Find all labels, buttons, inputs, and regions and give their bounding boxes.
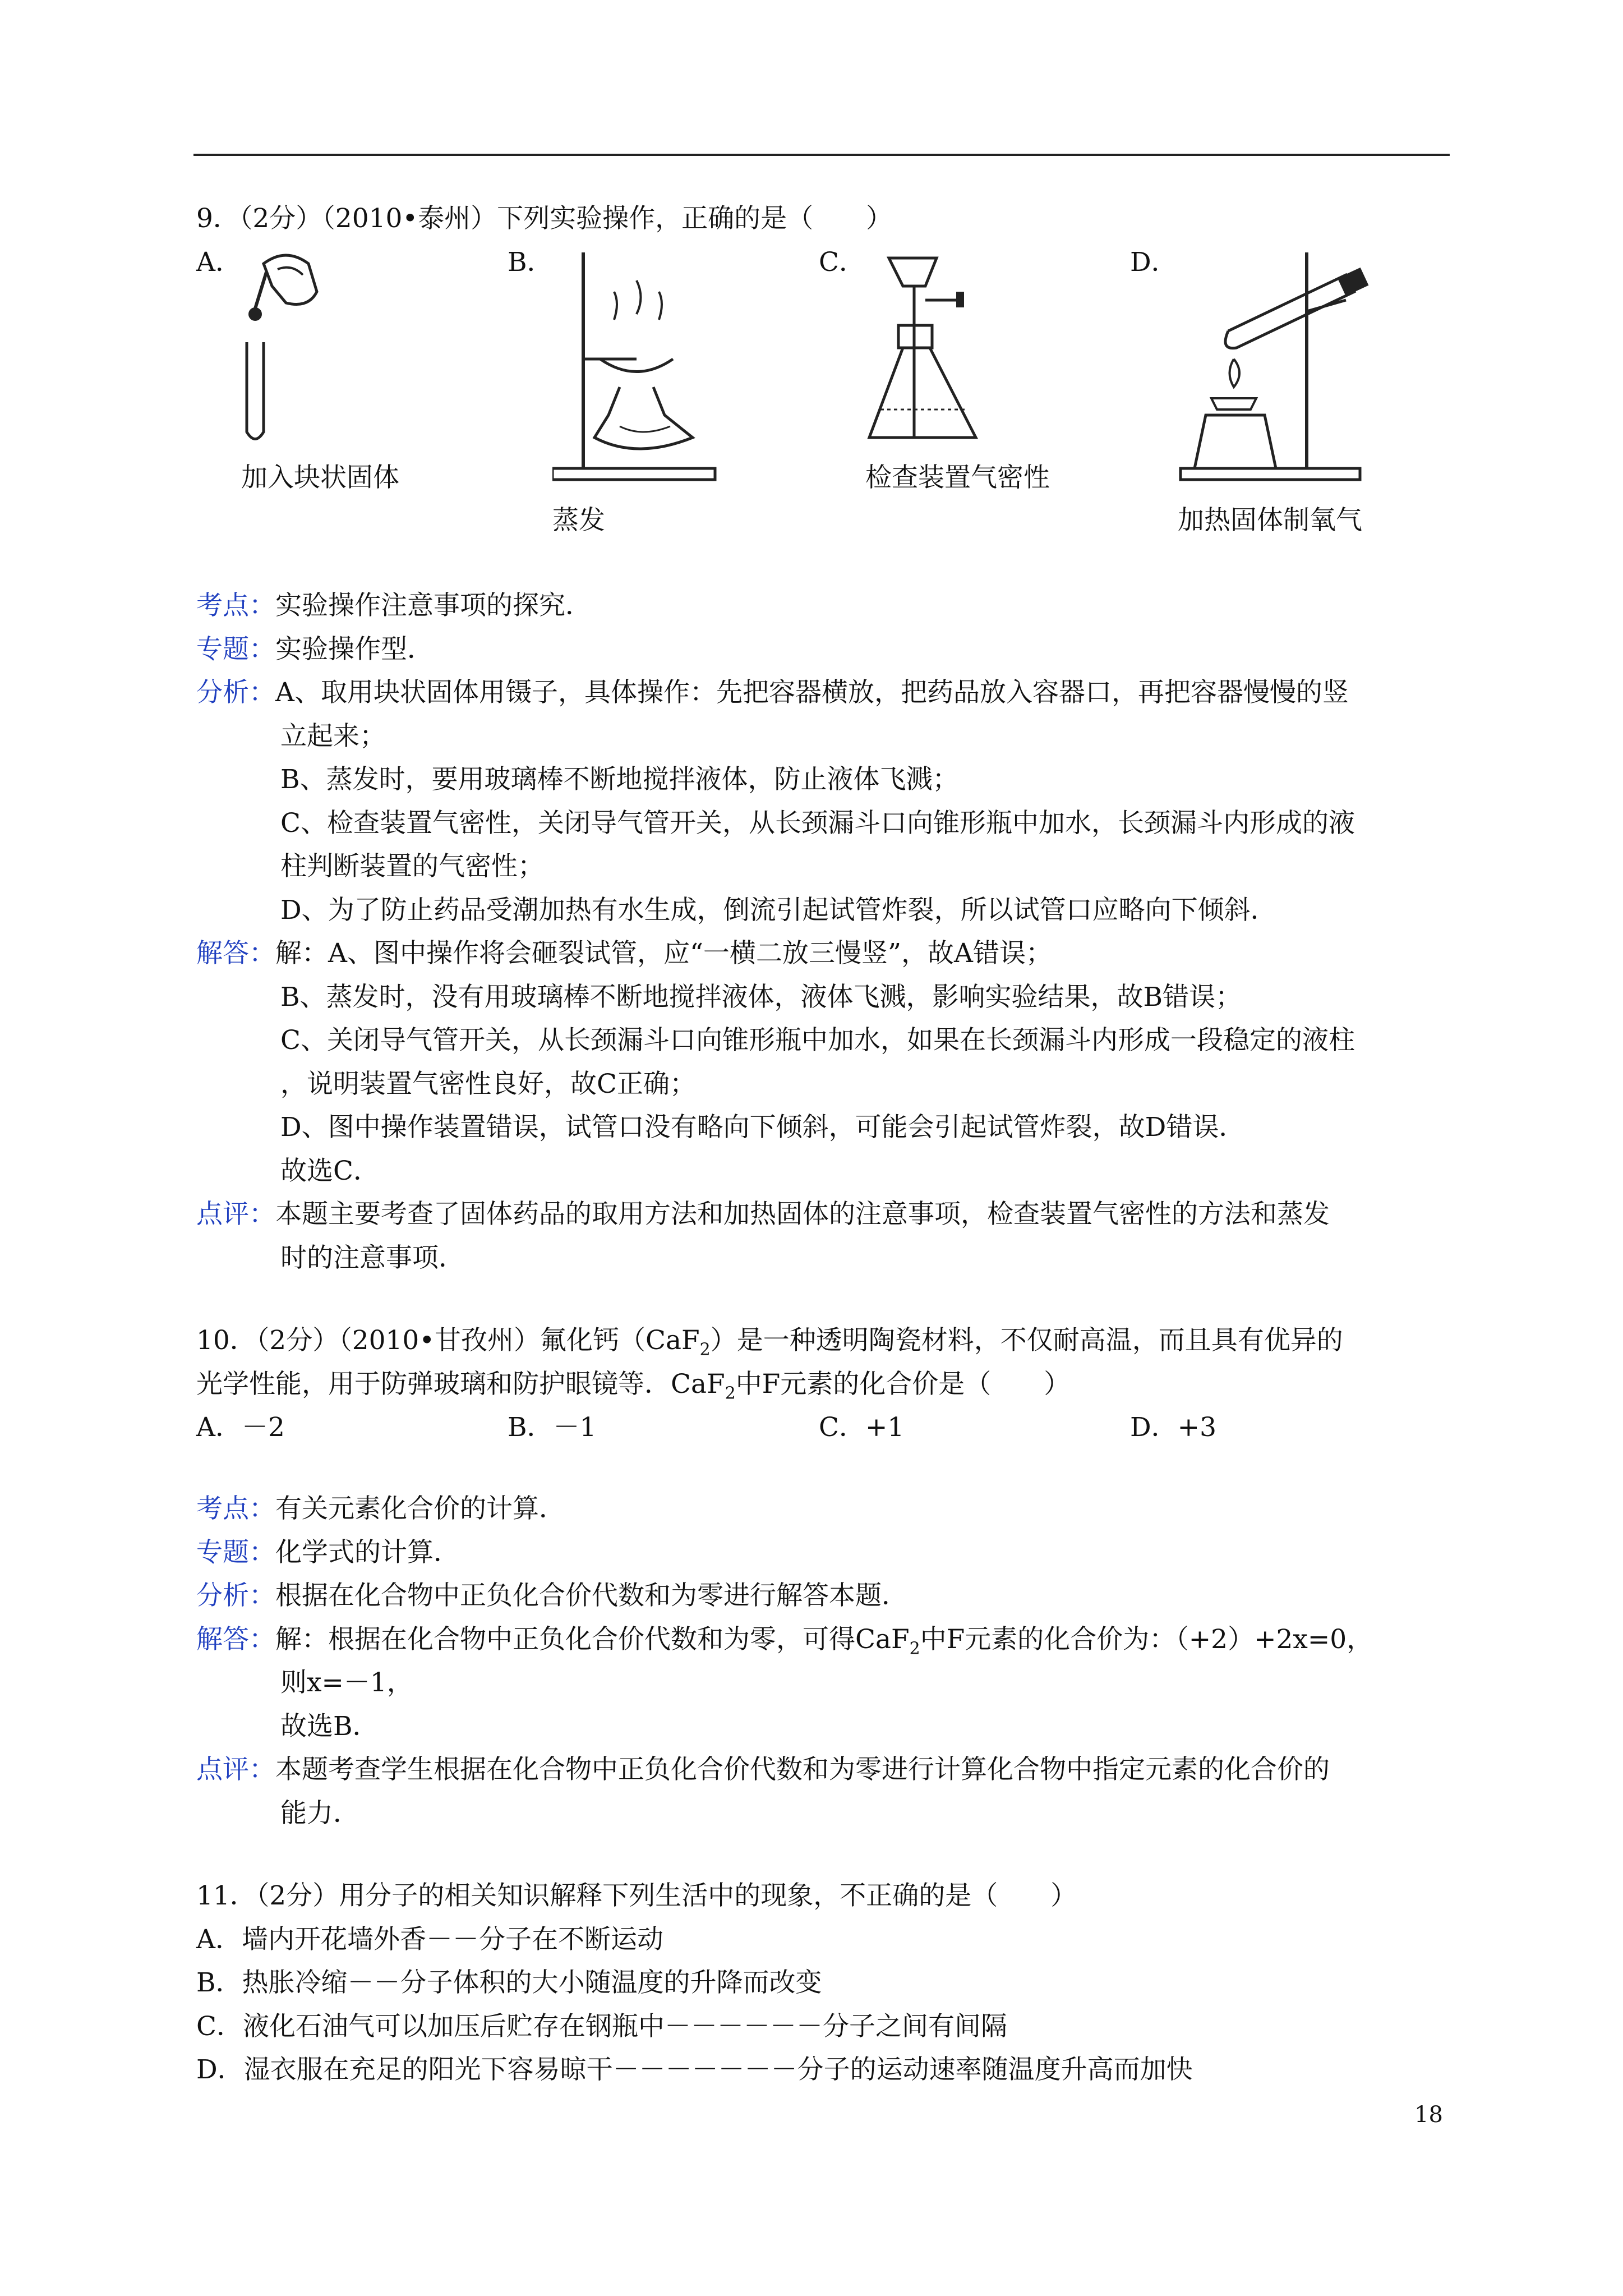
heating-solid-oxygen-figure (1178, 247, 1391, 482)
header-rule (193, 154, 1450, 156)
q9-option-c-letter: C． (819, 247, 865, 278)
q9-fenxi-line-2: 立起来； (280, 721, 386, 752)
q9-fenxi-line-4: C、检查装置气密性，关闭导气管开关，从长颈漏斗口向锥形瓶中加水，长颈漏斗内形成的液 (280, 808, 1355, 839)
q10-jieda-line-1: 解：根据在化合物中正负化合价代数和为零，可得CaF$_2$中F元素的化合价为：（+2）+2x=0， (275, 1624, 1373, 1659)
q11-stem: 11．（2分）用分子的相关知识解释下列生活中的现象，不正确的是（ ） (196, 1880, 1077, 1911)
q9-dianping-line-2: 时的注意事项． (280, 1243, 465, 1273)
q9-jieda-line-4: ，说明装置气密性良好，故C正确； (280, 1069, 696, 1099)
q10-jieda-line-3: 故选B． (280, 1711, 379, 1742)
q10-jieda-label: 解答： (196, 1624, 275, 1655)
q9-dianping-line-1: 本题主要考查了固体药品的取用方法和加热固体的注意事项，检查装置气密性的方法和蒸发 (275, 1199, 1330, 1230)
q9-option-b-letter: B． (508, 247, 554, 278)
page-number: 18 (1414, 2102, 1443, 2128)
q9-zhuanti-label: 专题： (196, 634, 275, 665)
q9-jieda-line-5: D、图中操作装置错误，试管口没有略向下倾斜，可能会引起试管炸裂，故D错误． (280, 1112, 1246, 1143)
q9-option-d-caption: 加热固体制氧气 (1178, 505, 1362, 536)
q11-option-d: D．湿衣服在充足的阳光下容易晾干－－－－－－－分子的运动速率随温度升高而加快 (196, 2054, 1193, 2085)
q9-option-a-caption: 加入块状固体 (241, 462, 399, 493)
q9-jieda-line-1: 解：A、图中操作将会砸裂试管，应“一横二放三慢竖”，故A错误； (275, 938, 1052, 969)
evaporation-figure (552, 247, 721, 482)
q9-fenxi-line-5: 柱判断装置的气密性； (280, 851, 544, 882)
q10-option-a: A．－2 (196, 1412, 285, 1443)
q10-dianping-line-2: 能力． (280, 1798, 359, 1829)
q10-dianping-label: 点评： (196, 1754, 275, 1785)
q9-fenxi-label: 分析： (196, 677, 275, 708)
q10-stem-line-2: 光学性能，用于防弹玻璃和防护眼镜等．CaF$_2$中F元素的化合价是（ ） (196, 1369, 1071, 1404)
q9-option-c-caption: 检查装置气密性 (865, 462, 1050, 493)
q9-jieda-line-3: C、关闭导气管开关，从长颈漏斗口向锥形瓶中加水，如果在长颈漏斗内形成一段稳定的液柱 (280, 1025, 1355, 1056)
q10-stem-line-1: 10．（2分）（2010•甘孜州）氟化钙（CaF$_2$）是一种透明陶瓷材料，不仅耐高温，而且具有优异的 (196, 1325, 1343, 1360)
q10-kaodian-label: 考点： (196, 1493, 275, 1524)
q10-option-b: B．－1 (508, 1412, 597, 1443)
q9-kaodian-label: 考点： (196, 590, 275, 621)
q11-option-a: A．墙内开花墙外香－－分子在不断运动 (196, 1924, 663, 1955)
q9-kaodian: 实验操作注意事项的探究． (275, 590, 592, 621)
q10-option-d: D．+3 (1130, 1412, 1216, 1443)
q10-fenxi-label: 分析： (196, 1580, 275, 1611)
q10-option-c: C．+1 (819, 1412, 905, 1443)
q10-zhuanti-label: 专题： (196, 1537, 275, 1568)
q9-jieda-label: 解答： (196, 938, 275, 969)
airtightness-check-figure (864, 247, 1021, 454)
q9-fenxi-line-1: A、取用块状固体用镊子，具体操作：先把容器横放，把药品放入容器口，再把容器慢慢的竖 (275, 677, 1349, 708)
q9-jieda-line-2: B、蒸发时，没有用玻璃棒不断地搅拌液体，液体飞溅，影响实验结果，故B错误； (280, 982, 1242, 1013)
q9-jieda-line-6: 故选C． (280, 1156, 380, 1186)
q11-option-b: B．热胀冷缩－－分子体积的大小随温度的升降而改变 (196, 1967, 822, 1998)
q9-option-d-letter: D． (1130, 247, 1178, 278)
q10-jieda-line-2: 则x=－1， (280, 1667, 413, 1698)
q9-stem: 9．（2分）（2010•泰州）下列实验操作，正确的是（ ） (196, 203, 893, 234)
test-tube-tweezers-figure (224, 247, 325, 454)
q9-dianping-label: 点评： (196, 1199, 275, 1230)
q9-fenxi-line-3: B、蒸发时，要用玻璃棒不断地搅拌液体，防止液体飞溅； (280, 764, 959, 795)
q10-fenxi: 根据在化合物中正负化合价代数和为零进行解答本题． (275, 1580, 908, 1611)
q9-option-b-caption: 蒸发 (552, 505, 605, 536)
q9-option-a-letter: A． (196, 247, 242, 278)
q9-fenxi-line-6: D、为了防止药品受潮加热有水生成，倒流引起试管炸裂，所以试管口应略向下倾斜． (280, 895, 1277, 926)
q11-option-c: C．液化石油气可以加压后贮存在钢瓶中－－－－－－分子之间有间隔 (196, 2011, 1007, 2042)
q9-zhuanti: 实验操作型． (275, 634, 434, 665)
q10-zhuanti: 化学式的计算． (275, 1537, 460, 1568)
q10-dianping-line-1: 本题考查学生根据在化合物中正负化合价代数和为零进行计算化合物中指定元素的化合价的 (275, 1754, 1330, 1785)
q10-kaodian: 有关元素化合价的计算． (275, 1493, 565, 1524)
